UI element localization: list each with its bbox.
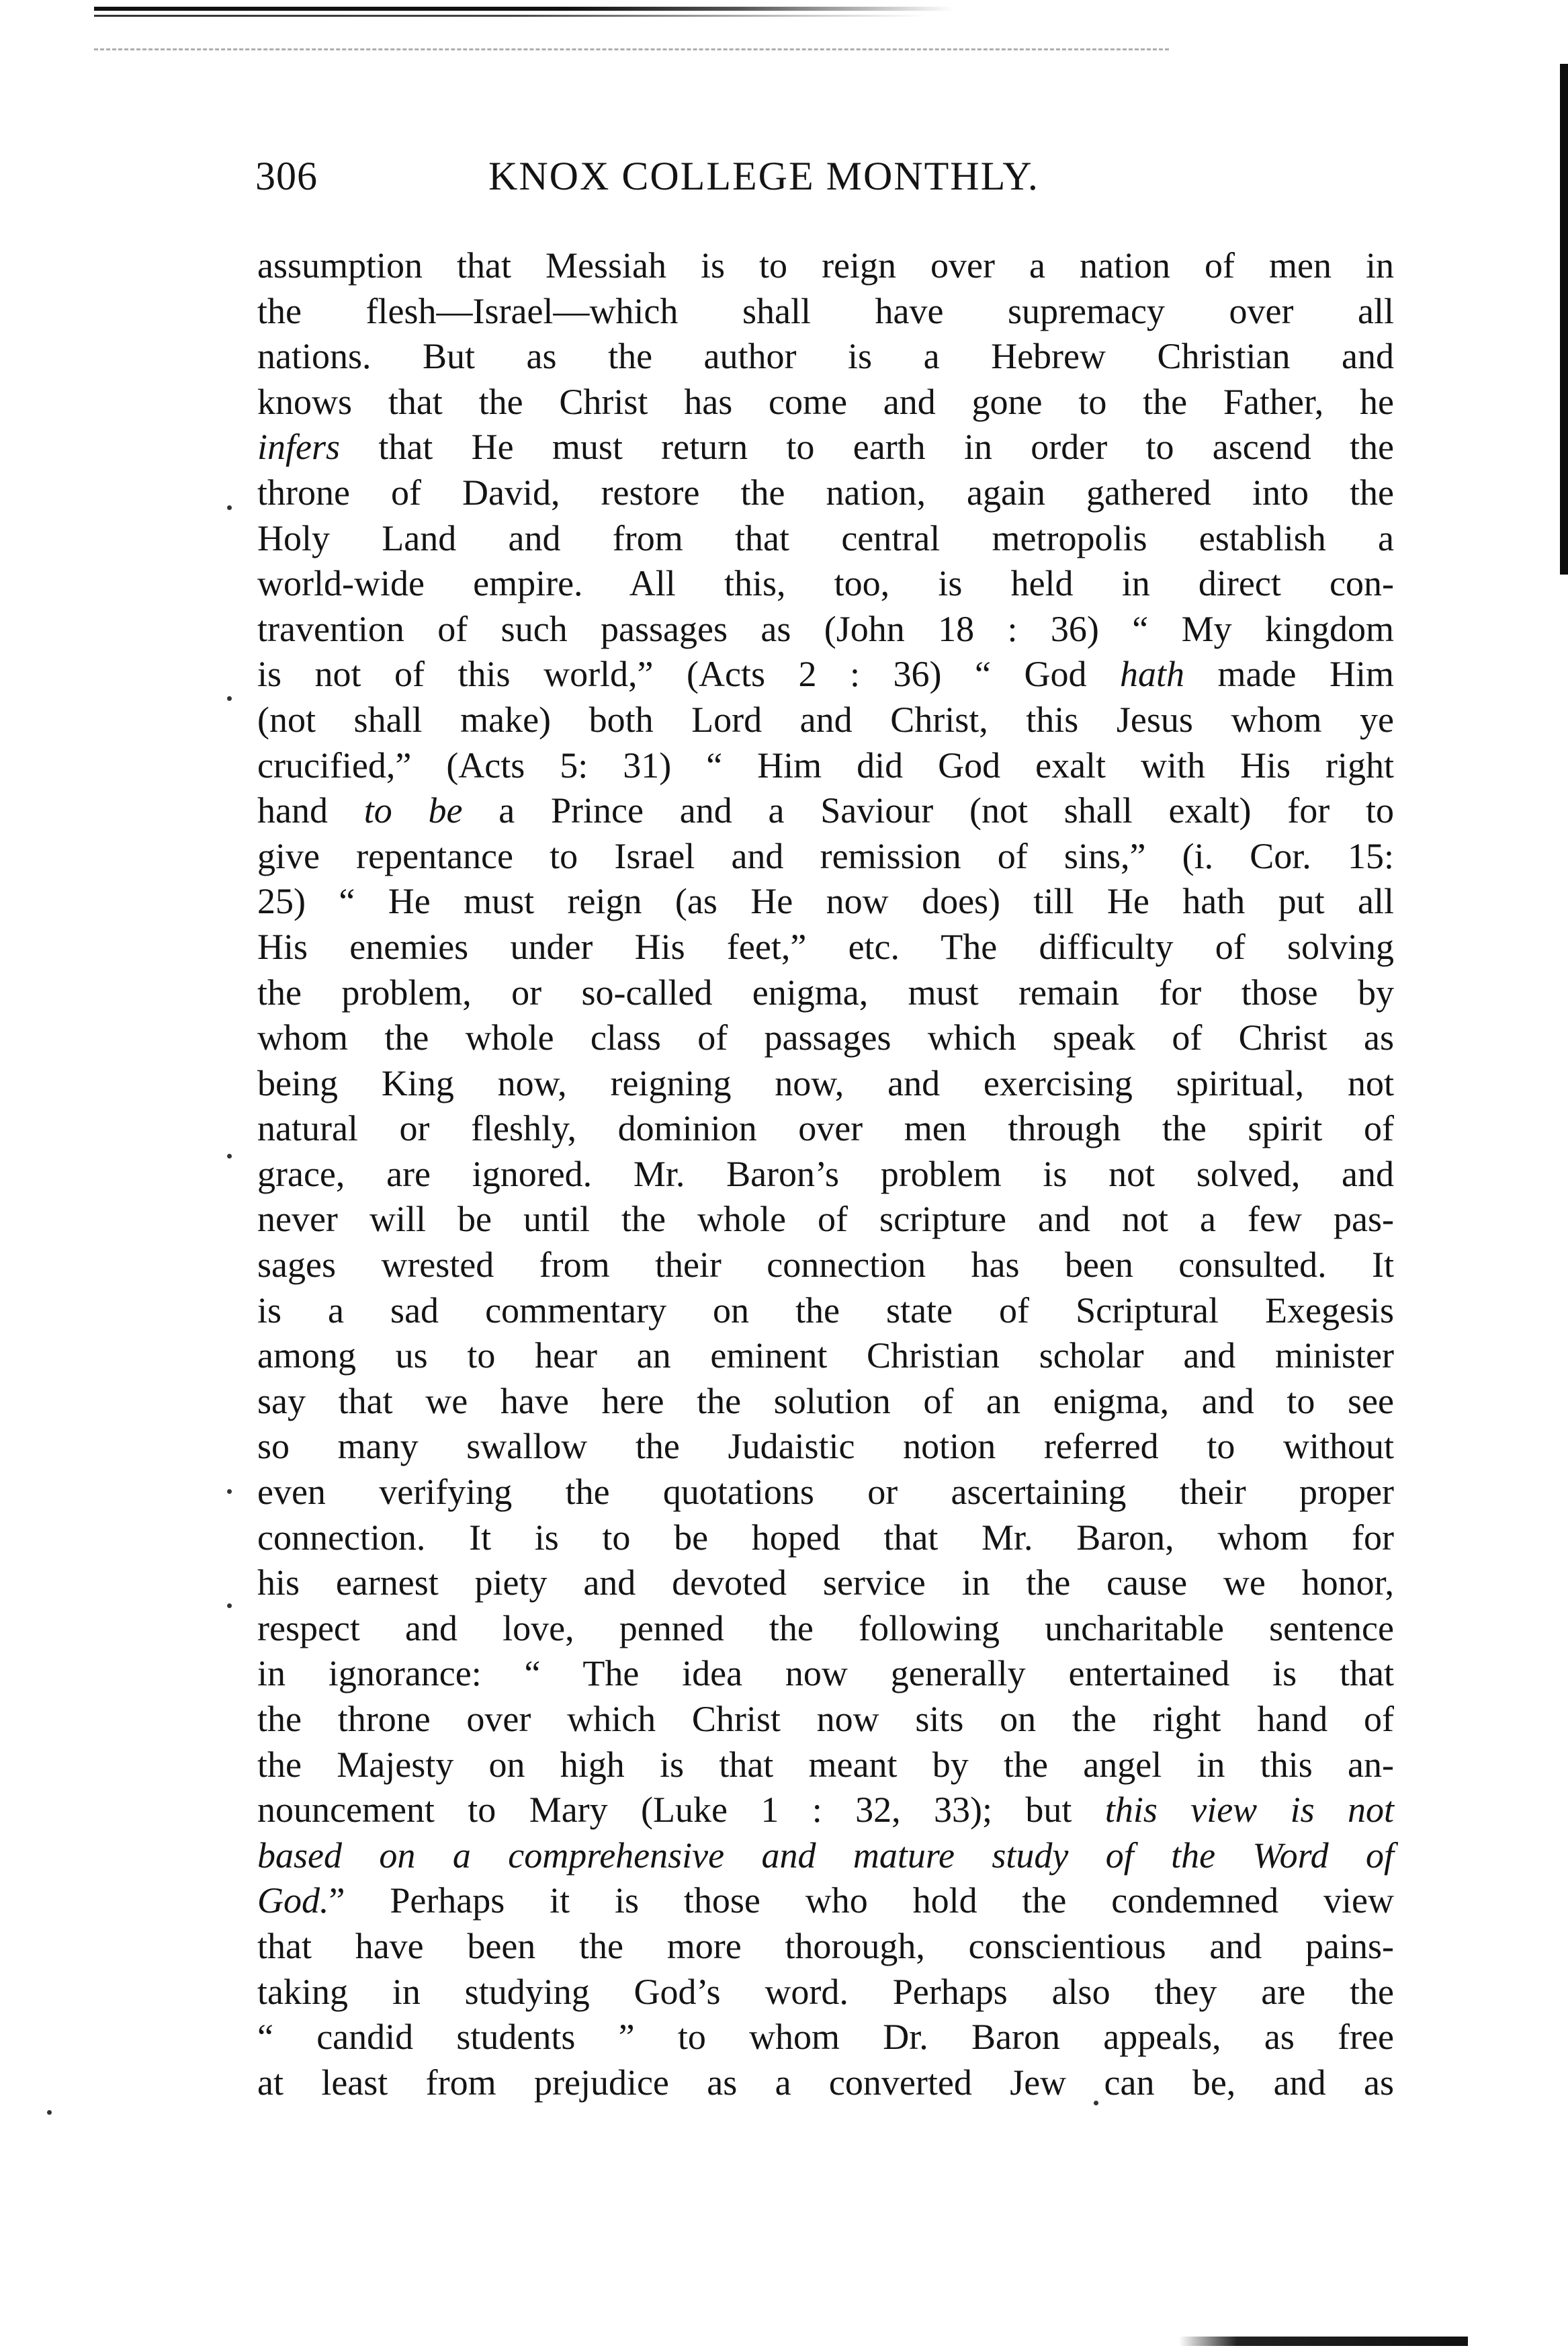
- text-line: [257, 1742, 1394, 1788]
- text-line: [257, 2060, 1394, 2106]
- text-run: crucified,” (Acts 5: 31) “ Him did God exalt with His right: [257, 745, 1394, 786]
- text-run: the Majesty on high is that meant by the angel in this an-: [257, 1744, 1394, 1785]
- text-line: [257, 1424, 1394, 1470]
- text-run: connection. It is to be hoped that Mr. Baron, whom for: [257, 1517, 1394, 1558]
- text-run: the problem, or so-called enigma, must remain for those by: [257, 972, 1394, 1013]
- text-line: [257, 743, 1394, 789]
- italic-text: to be: [363, 790, 463, 831]
- text-run: travention of such passages as (John 18 : 36) “ My kingdom: [257, 608, 1394, 649]
- scan-speck: [47, 2110, 52, 2115]
- text-run: never will be until the whole of scripture and not a few pas-: [257, 1199, 1394, 1240]
- text-line: [257, 652, 1394, 698]
- text-line: [257, 1697, 1394, 1742]
- text-line: [257, 425, 1394, 470]
- text-line: [257, 970, 1394, 1016]
- text-run: (not shall make) both Lord and Christ, this Jesus whom ye: [257, 699, 1394, 740]
- text-run: assumption that Messiah is to reign over a nation of men in: [257, 245, 1394, 286]
- scan-speck: [227, 1489, 232, 1494]
- text-line: [257, 243, 1394, 289]
- scan-speck: [227, 1603, 232, 1608]
- text-line: [257, 1970, 1394, 2015]
- text-line: [257, 1379, 1394, 1425]
- text-line: [257, 1878, 1394, 1924]
- scan-speck: [227, 505, 232, 510]
- text-run: among us to hear an eminent Christian scholar and minister: [257, 1335, 1394, 1376]
- text-line: [257, 698, 1394, 743]
- text-run: say that we have here the solution of an enigma, and to see: [257, 1380, 1394, 1421]
- text-run: the flesh—Israel—which shall have supremacy over all: [257, 290, 1394, 331]
- text-run: his earnest piety and devoted service in the cause we honor,: [257, 1562, 1394, 1603]
- scan-speck: [227, 1154, 232, 1159]
- text-line: [257, 1560, 1394, 1606]
- text-run: even verifying the quotations or ascertaining their proper: [257, 1472, 1394, 1513]
- italic-text: based on a comprehensive and mature study of the Word of: [257, 1835, 1394, 1876]
- scan-speck: [227, 696, 232, 701]
- text-run: in ignorance: “ The idea now generally entertained is that: [257, 1653, 1394, 1694]
- text-run: Holy Land and from that central metropolis establish a: [257, 517, 1394, 558]
- text-line: [257, 289, 1394, 335]
- text-run: 25) “ He must reign (as He now does) till He hath put all: [257, 881, 1394, 922]
- text-run: give repentance to Israel and remission of sins,” (i. Cor. 15:: [257, 835, 1394, 876]
- text-run: sages wrested from their connection has been consulted. It: [257, 1245, 1394, 1286]
- text-run: knows that the Christ has come and gone to the Father, he: [257, 381, 1394, 422]
- text-run: a Prince and a Saviour (not shall exalt) for to: [462, 790, 1394, 831]
- text-line: [257, 1106, 1394, 1152]
- text-run: at least from prejudice as a converted Jew can be, and as: [257, 2062, 1394, 2103]
- text-run: taking in studying God’s word. Perhaps also they are the: [257, 1971, 1394, 2012]
- text-run: the throne over which Christ now sits on the right hand of: [257, 1699, 1394, 1739]
- text-run: whom the whole class of passages which speak of Christ as: [257, 1017, 1394, 1058]
- page-number: 306: [255, 154, 318, 198]
- text-line: [257, 2015, 1394, 2060]
- text-run: that He must return to earth in order to ascend the: [340, 427, 1394, 468]
- text-line: [257, 1243, 1394, 1288]
- scan-top-rule-thin: [94, 15, 927, 17]
- text-line: [257, 925, 1394, 970]
- text-run: grace, are ignored. Mr. Baron’s problem is not solved, and: [257, 1153, 1394, 1194]
- text-line: [257, 561, 1394, 607]
- body-text: [257, 243, 1394, 2105]
- text-line: [257, 1606, 1394, 1652]
- italic-text: infers: [257, 427, 341, 468]
- text-line: [257, 1061, 1394, 1107]
- italic-text: God.: [257, 1880, 329, 1921]
- text-line: [257, 1015, 1394, 1061]
- page-header: [255, 153, 1424, 214]
- text-line: [257, 788, 1394, 834]
- text-run: is a sad commentary on the state of Scriptural Exegesis: [257, 1290, 1394, 1331]
- text-line: [257, 1833, 1394, 1879]
- text-run: world-wide empire. All this, too, is held in direct con-: [257, 563, 1394, 604]
- text-run: nouncement to Mary (Luke 1 : 32, 33); but: [257, 1790, 1105, 1831]
- scan-margin-bar: [1560, 64, 1568, 575]
- text-run: being King now, reigning now, and exercising spiritual, not: [257, 1062, 1394, 1103]
- text-line: [257, 1288, 1394, 1334]
- text-run: throne of David, restore the nation, again gathered into the: [257, 472, 1394, 513]
- text-line: [257, 380, 1394, 425]
- text-line: [257, 1333, 1394, 1379]
- text-line: [257, 1197, 1394, 1243]
- text-line: [257, 607, 1394, 653]
- text-line: [257, 1788, 1394, 1833]
- text-line: [257, 1470, 1394, 1515]
- text-run: that have been the more thorough, conscientious and pains-: [257, 1925, 1394, 1966]
- text-run: natural or fleshly, dominion over men through the spirit of: [257, 1108, 1394, 1149]
- text-run: is not of this world,” (Acts 2 : 36) “ God: [257, 654, 1121, 695]
- text-run: so many swallow the Judaistic notion referred to without: [257, 1426, 1394, 1467]
- text-run: hand: [257, 790, 364, 831]
- text-line: [257, 516, 1394, 562]
- text-line: [257, 470, 1394, 516]
- scan-top-rule: [94, 7, 954, 11]
- text-run: respect and love, penned the following uncharitable sentence: [257, 1607, 1394, 1648]
- text-line: [257, 1924, 1394, 1970]
- running-title: KNOX COLLEGE MONTHLY.: [488, 154, 1039, 198]
- italic-text: this view is not: [1104, 1790, 1394, 1831]
- scan-dashed-artifact: [94, 48, 1169, 50]
- text-line: [257, 834, 1394, 880]
- text-run: nations. But as the author is a Hebrew Christian and: [257, 336, 1394, 377]
- text-line: [257, 334, 1394, 380]
- text-run: “ candid students ” to whom Dr. Baron appeals, as free: [257, 2017, 1394, 2058]
- text-line: [257, 1515, 1394, 1561]
- text-run: His enemies under His feet,” etc. The difficulty of solving: [257, 926, 1394, 967]
- text-run: made Him: [1184, 654, 1394, 695]
- text-line: [257, 1152, 1394, 1198]
- text-line: [257, 879, 1394, 925]
- scan-bottom-rule: [1179, 2337, 1468, 2346]
- text-line: [257, 1651, 1394, 1697]
- italic-text: hath: [1120, 654, 1185, 695]
- text-run: ” Perhaps it is those who hold the condemned view: [329, 1880, 1394, 1921]
